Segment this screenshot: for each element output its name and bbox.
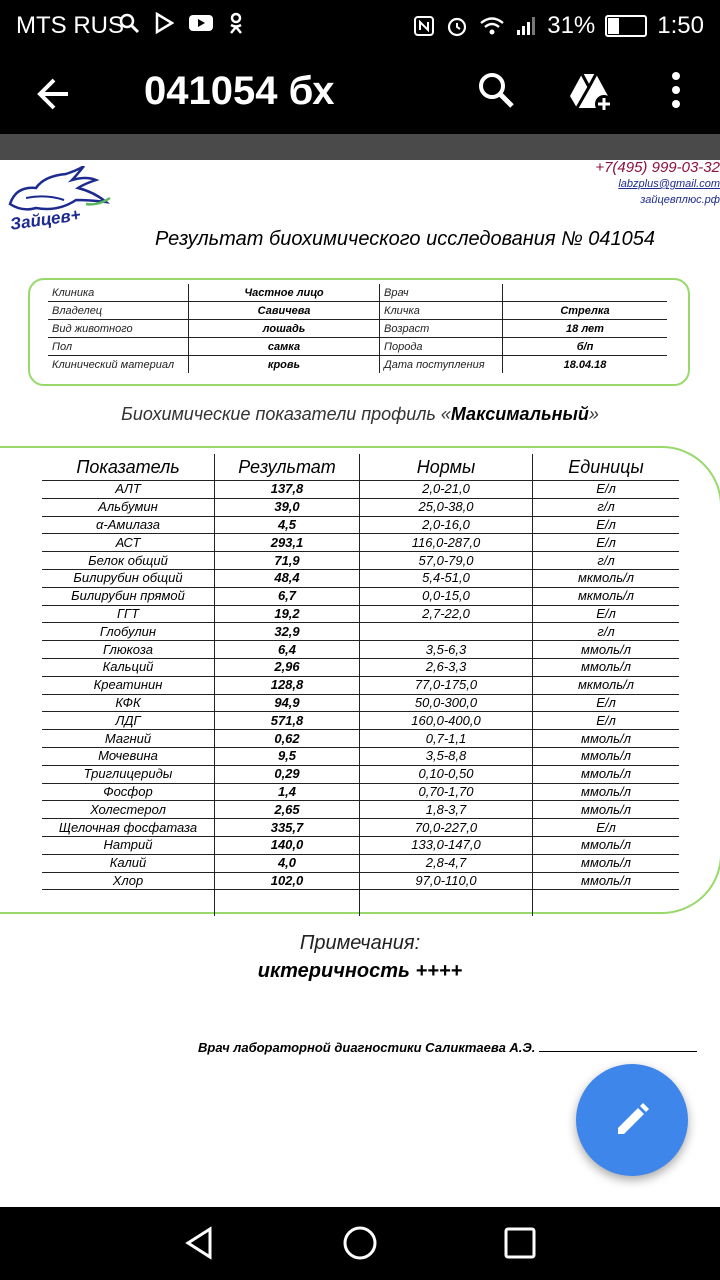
table-row [42,712,679,730]
indicator-name: α-Амилаза [42,516,215,534]
indicator-unit: мкмоль/л [533,676,680,694]
indicator-name: Глобулин [42,623,215,641]
indicator-name: Белок общий [42,552,215,570]
info-value: лошадь [189,320,380,338]
notes-heading: Примечания: [299,932,421,954]
table-row [42,765,679,783]
indicator-result: 39,0 [215,498,360,516]
indicator-unit: Е/л [533,694,680,712]
indicator-result: 128,8 [215,676,360,694]
indicator-norm: 2,0-16,0 [360,516,533,534]
carrier-name: MTS RUS [16,12,124,39]
info-label: Вид животного [48,320,189,338]
table-row [42,854,679,872]
signature-text: Врач лабораторной диагностики Саликтаева А.Э. [198,1040,536,1055]
info-label: Пол [48,338,189,356]
indicator-unit: ммоль/л [533,801,680,819]
table-row [42,481,679,499]
table-row [42,641,679,659]
battery-percent: 31% [547,12,596,39]
alarm-icon [445,14,469,38]
table-row [42,801,679,819]
indicator-norm: 0,7-1,1 [360,730,533,748]
indicator-name: Билирубин прямой [42,587,215,605]
indicator-result: 0,62 [215,730,360,748]
table-row [42,694,679,712]
more-vert-icon[interactable] [668,70,684,110]
indicator-norm: 97,0-110,0 [360,872,533,890]
lab-phone: +7(495) 999-03-32 [595,160,720,176]
status-bar [0,0,720,52]
indicator-unit: ммоль/л [533,783,680,801]
indicator-unit: ммоль/л [533,854,680,872]
signal-icon [515,15,537,37]
indicator-norm: 160,0-400,0 [360,712,533,730]
table-row [42,569,679,587]
indicator-result: 4,5 [215,516,360,534]
indicator-unit: ммоль/л [533,872,680,890]
nfc-icon [413,15,435,37]
profile-name: Максимальный [450,404,589,424]
info-label: Возраст [380,320,503,338]
info-label: Порода [380,338,503,356]
youtube-notification-icon [188,12,214,34]
system-nav-bar [0,1207,720,1280]
report-title: Результат биохимического исследования № 041054 [154,228,656,250]
info-value: Савичева [189,302,380,320]
indicator-result: 2,96 [215,658,360,676]
table-row [42,658,679,676]
indicator-norm: 50,0-300,0 [360,694,533,712]
info-row [48,302,667,320]
indicator-unit: г/л [533,552,680,570]
profile-prefix: Биохимические показатели профиль « [121,404,451,424]
indicator-norm: 25,0-38,0 [360,498,533,516]
indicator-result: 102,0 [215,872,360,890]
indicator-result: 71,9 [215,552,360,570]
indicator-norm: 2,0-21,0 [360,481,533,499]
table-row [42,605,679,623]
info-value [503,284,668,302]
indicator-name: Щелочная фосфатаза [42,819,215,837]
profile-subtitle [0,404,720,425]
search-notification-icon [118,12,140,34]
lab-contacts [560,160,720,208]
info-row [48,356,667,374]
indicator-name: Фосфор [42,783,215,801]
indicator-name: Натрий [42,836,215,854]
indicator-norm: 77,0-175,0 [360,676,533,694]
clock: 1:50 [657,12,704,39]
info-value: б/п [503,338,668,356]
indicator-result: 32,9 [215,623,360,641]
empty-cell [533,890,680,917]
indicator-result: 137,8 [215,481,360,499]
indicator-result: 293,1 [215,534,360,552]
info-label: Кличка [380,302,503,320]
info-row [48,338,667,356]
info-value: Стрелка [503,302,668,320]
info-label: Врач [380,284,503,302]
indicator-unit: ммоль/л [533,765,680,783]
results-body [42,481,679,917]
nav-home-icon[interactable] [342,1225,378,1261]
play-store-notification-icon [154,12,174,34]
indicator-name: КФК [42,694,215,712]
indicator-name: ЛДГ [42,712,215,730]
battery-icon [605,15,647,37]
indicator-unit: Е/л [533,481,680,499]
patient-info-table [48,284,667,373]
indicator-unit: г/л [533,623,680,641]
indicator-unit: Е/л [533,819,680,837]
info-label: Клиника [48,284,189,302]
indicator-result: 6,7 [215,587,360,605]
info-label: Клинический материал [52,358,175,371]
indicator-unit: ммоль/л [533,641,680,659]
indicator-norm: 2,6-3,3 [360,658,533,676]
search-icon[interactable] [476,70,516,110]
header-units: Единицы [533,454,680,481]
indicator-name: ГГТ [42,605,215,623]
signature-blank [539,1051,697,1052]
indicator-norm: 3,5-8,8 [360,747,533,765]
edit-fab-button[interactable] [576,1064,688,1176]
indicator-norm: 3,5-6,3 [360,641,533,659]
empty-cell [42,890,215,917]
results-header-row [42,454,679,481]
indicator-name: Холестерол [42,801,215,819]
indicator-unit: ммоль/л [533,658,680,676]
results-table [42,454,679,916]
indicator-norm: 70,0-227,0 [360,819,533,837]
document-page [0,160,720,1207]
header-norms: Нормы [360,454,533,481]
indicator-norm [360,623,533,641]
indicator-result: 335,7 [215,819,360,837]
table-row-empty [42,890,679,917]
info-row [48,320,667,338]
indicator-unit: ммоль/л [533,730,680,748]
indicator-norm: 2,8-4,7 [360,854,533,872]
indicator-result: 4,0 [215,854,360,872]
indicator-name: Калий [42,854,215,872]
table-row [42,730,679,748]
lab-logo [6,166,116,236]
indicator-unit: ммоль/л [533,747,680,765]
indicator-unit: мкмоль/л [533,569,680,587]
indicator-norm: 116,0-287,0 [360,534,533,552]
indicator-result: 6,4 [215,641,360,659]
nav-recents-icon[interactable] [502,1225,538,1261]
indicator-name: Креатинин [42,676,215,694]
document-title: 041054 бх [144,69,335,113]
table-row [42,587,679,605]
indicator-name: Альбумин [42,498,215,516]
back-arrow-icon[interactable] [34,74,74,114]
indicator-result: 9,5 [215,747,360,765]
header-result: Результат [215,454,360,481]
indicator-result: 48,4 [215,569,360,587]
indicator-name: Хлор [42,872,215,890]
drive-add-icon[interactable] [568,70,614,114]
indicator-result: 0,29 [215,765,360,783]
table-row [42,498,679,516]
indicator-name: АЛТ [42,481,215,499]
table-row [42,783,679,801]
info-value: самка [189,338,380,356]
table-row [42,623,679,641]
table-row [42,747,679,765]
indicator-norm: 133,0-147,0 [360,836,533,854]
indicator-name: Кальций [42,658,215,676]
indicator-name: АСТ [42,534,215,552]
lab-email: labzplus@gmail.com [618,178,720,190]
indicator-unit: Е/л [533,605,680,623]
indicator-norm: 2,7-22,0 [360,605,533,623]
indicator-result: 2,65 [215,801,360,819]
table-row [42,534,679,552]
info-value: 18.04.18 [503,356,668,374]
empty-cell [215,890,360,917]
profile-suffix: » [588,404,599,424]
notes-text: иктеричность ++++ [257,960,463,982]
header-indicator: Показатель [42,454,215,481]
lab-brand-name: Зайцев+ [8,205,82,234]
table-row [42,552,679,570]
info-value: кровь [189,356,380,374]
indicator-result: 94,9 [215,694,360,712]
info-value: 18 лет [503,320,668,338]
indicator-unit: ммоль/л [533,836,680,854]
indicator-result: 1,4 [215,783,360,801]
indicator-unit: г/л [533,498,680,516]
info-label: Владелец [48,302,189,320]
indicator-unit: Е/л [533,534,680,552]
edit-pencil-icon [612,1100,652,1140]
indicator-name: Магний [42,730,215,748]
info-label: Дата поступления [380,356,503,374]
odnoklassniki-notification-icon [228,12,244,34]
indicator-name: Мочевина [42,747,215,765]
indicator-unit: мкмоль/л [533,587,680,605]
indicator-name: Триглицериды [42,765,215,783]
signature-line [198,1040,697,1055]
indicator-norm: 1,8-3,7 [360,801,533,819]
indicator-result: 19,2 [215,605,360,623]
indicator-norm: 0,10-0,50 [360,765,533,783]
indicator-norm: 57,0-79,0 [360,552,533,570]
table-row [42,516,679,534]
empty-cell [360,890,533,917]
indicator-unit: Е/л [533,516,680,534]
nav-back-icon[interactable] [182,1225,218,1261]
indicator-norm: 0,70-1,70 [360,783,533,801]
wifi-icon [479,15,505,37]
indicator-name: Билирубин общий [42,569,215,587]
indicator-norm: 5,4-51,0 [360,569,533,587]
table-row [42,872,679,890]
indicator-name: Глюкоза [42,641,215,659]
info-row [48,284,667,302]
table-row [42,836,679,854]
lab-website: зайцевплюс.рф [640,194,720,206]
indicator-unit: Е/л [533,712,680,730]
indicator-norm: 0,0-15,0 [360,587,533,605]
indicator-result: 140,0 [215,836,360,854]
app-bar [0,52,720,134]
viewer-divider [0,134,720,160]
indicator-result: 571,8 [215,712,360,730]
table-row [42,819,679,837]
table-row [42,676,679,694]
info-value: Частное лицо [189,284,380,302]
